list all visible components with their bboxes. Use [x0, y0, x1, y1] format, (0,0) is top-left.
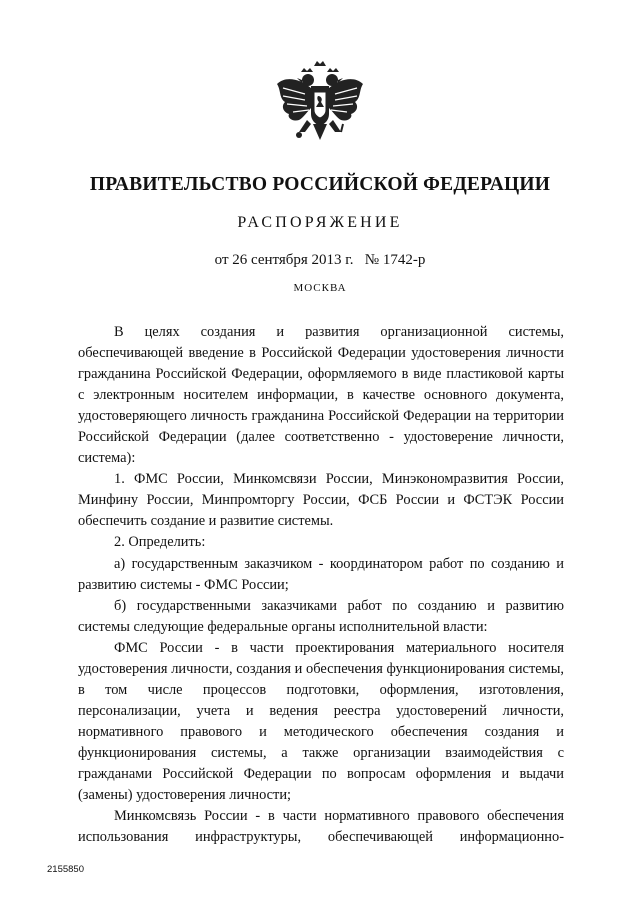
- date-and-number: от 26 сентября 2013 г. № 1742-р: [214, 252, 426, 268]
- paragraph: а) государственным заказчиком - координатором работ по созданию и развитию системы - ФМС России;: [78, 555, 564, 593]
- document-code: 2155850: [47, 864, 84, 875]
- document-body: [78, 322, 564, 848]
- government-title: ПРАВИТЕЛЬСТВО РОССИЙСКОЙ ФЕДЕРАЦИИ: [89, 174, 551, 195]
- coat-of-arms-of-russia-icon: [271, 58, 369, 148]
- paragraph: В целях создания и развития организационной системы, обеспечивающей введение в Российской Федерации удостоверения личности гражданина Российской Федерации, оформляемого в виде пластиковой карты с электронным носителем информации, в качестве основного документа, удостоверяющего личность гражданина Российской Федерации на территории Российской Федерации (далее соответственно - удостоверение личности, система):: [78, 324, 564, 467]
- paragraph: ФМС России - в части проектирования материального носителя удостоверения личности, создания и обеспечения функционирования системы, в том числе процессов подготовки, оформления, изготовления, персонализации, учета и ведения реестра удостоверений личности, нормативного правового и методического обеспечения создания и функционирования системы, а также организации взаимодействия с гражданами Российской Федерации по вопросам оформления и выдачи (замены) удостоверения личности;: [78, 639, 564, 804]
- document-type: РАСПОРЯЖЕНИЕ: [237, 214, 403, 231]
- paragraph: 1. ФМС России, Минкомсвязи России, Минэкономразвития России, Минфину России, Минпромторгу России, ФСБ России и ФСТЭК России обеспечить создание и развитие системы.: [78, 471, 564, 530]
- paragraph: Минкомсвязь России - в части нормативного правового обеспечения использования инфраструктуры, обеспечивающей информационно-: [78, 808, 564, 846]
- paragraph: б) государственными заказчиками работ по созданию и развитию системы следующие федеральные органы исполнительной власти:: [78, 597, 564, 635]
- city: МОСКВА: [293, 282, 347, 294]
- paragraph: 2. Определить:: [114, 534, 206, 551]
